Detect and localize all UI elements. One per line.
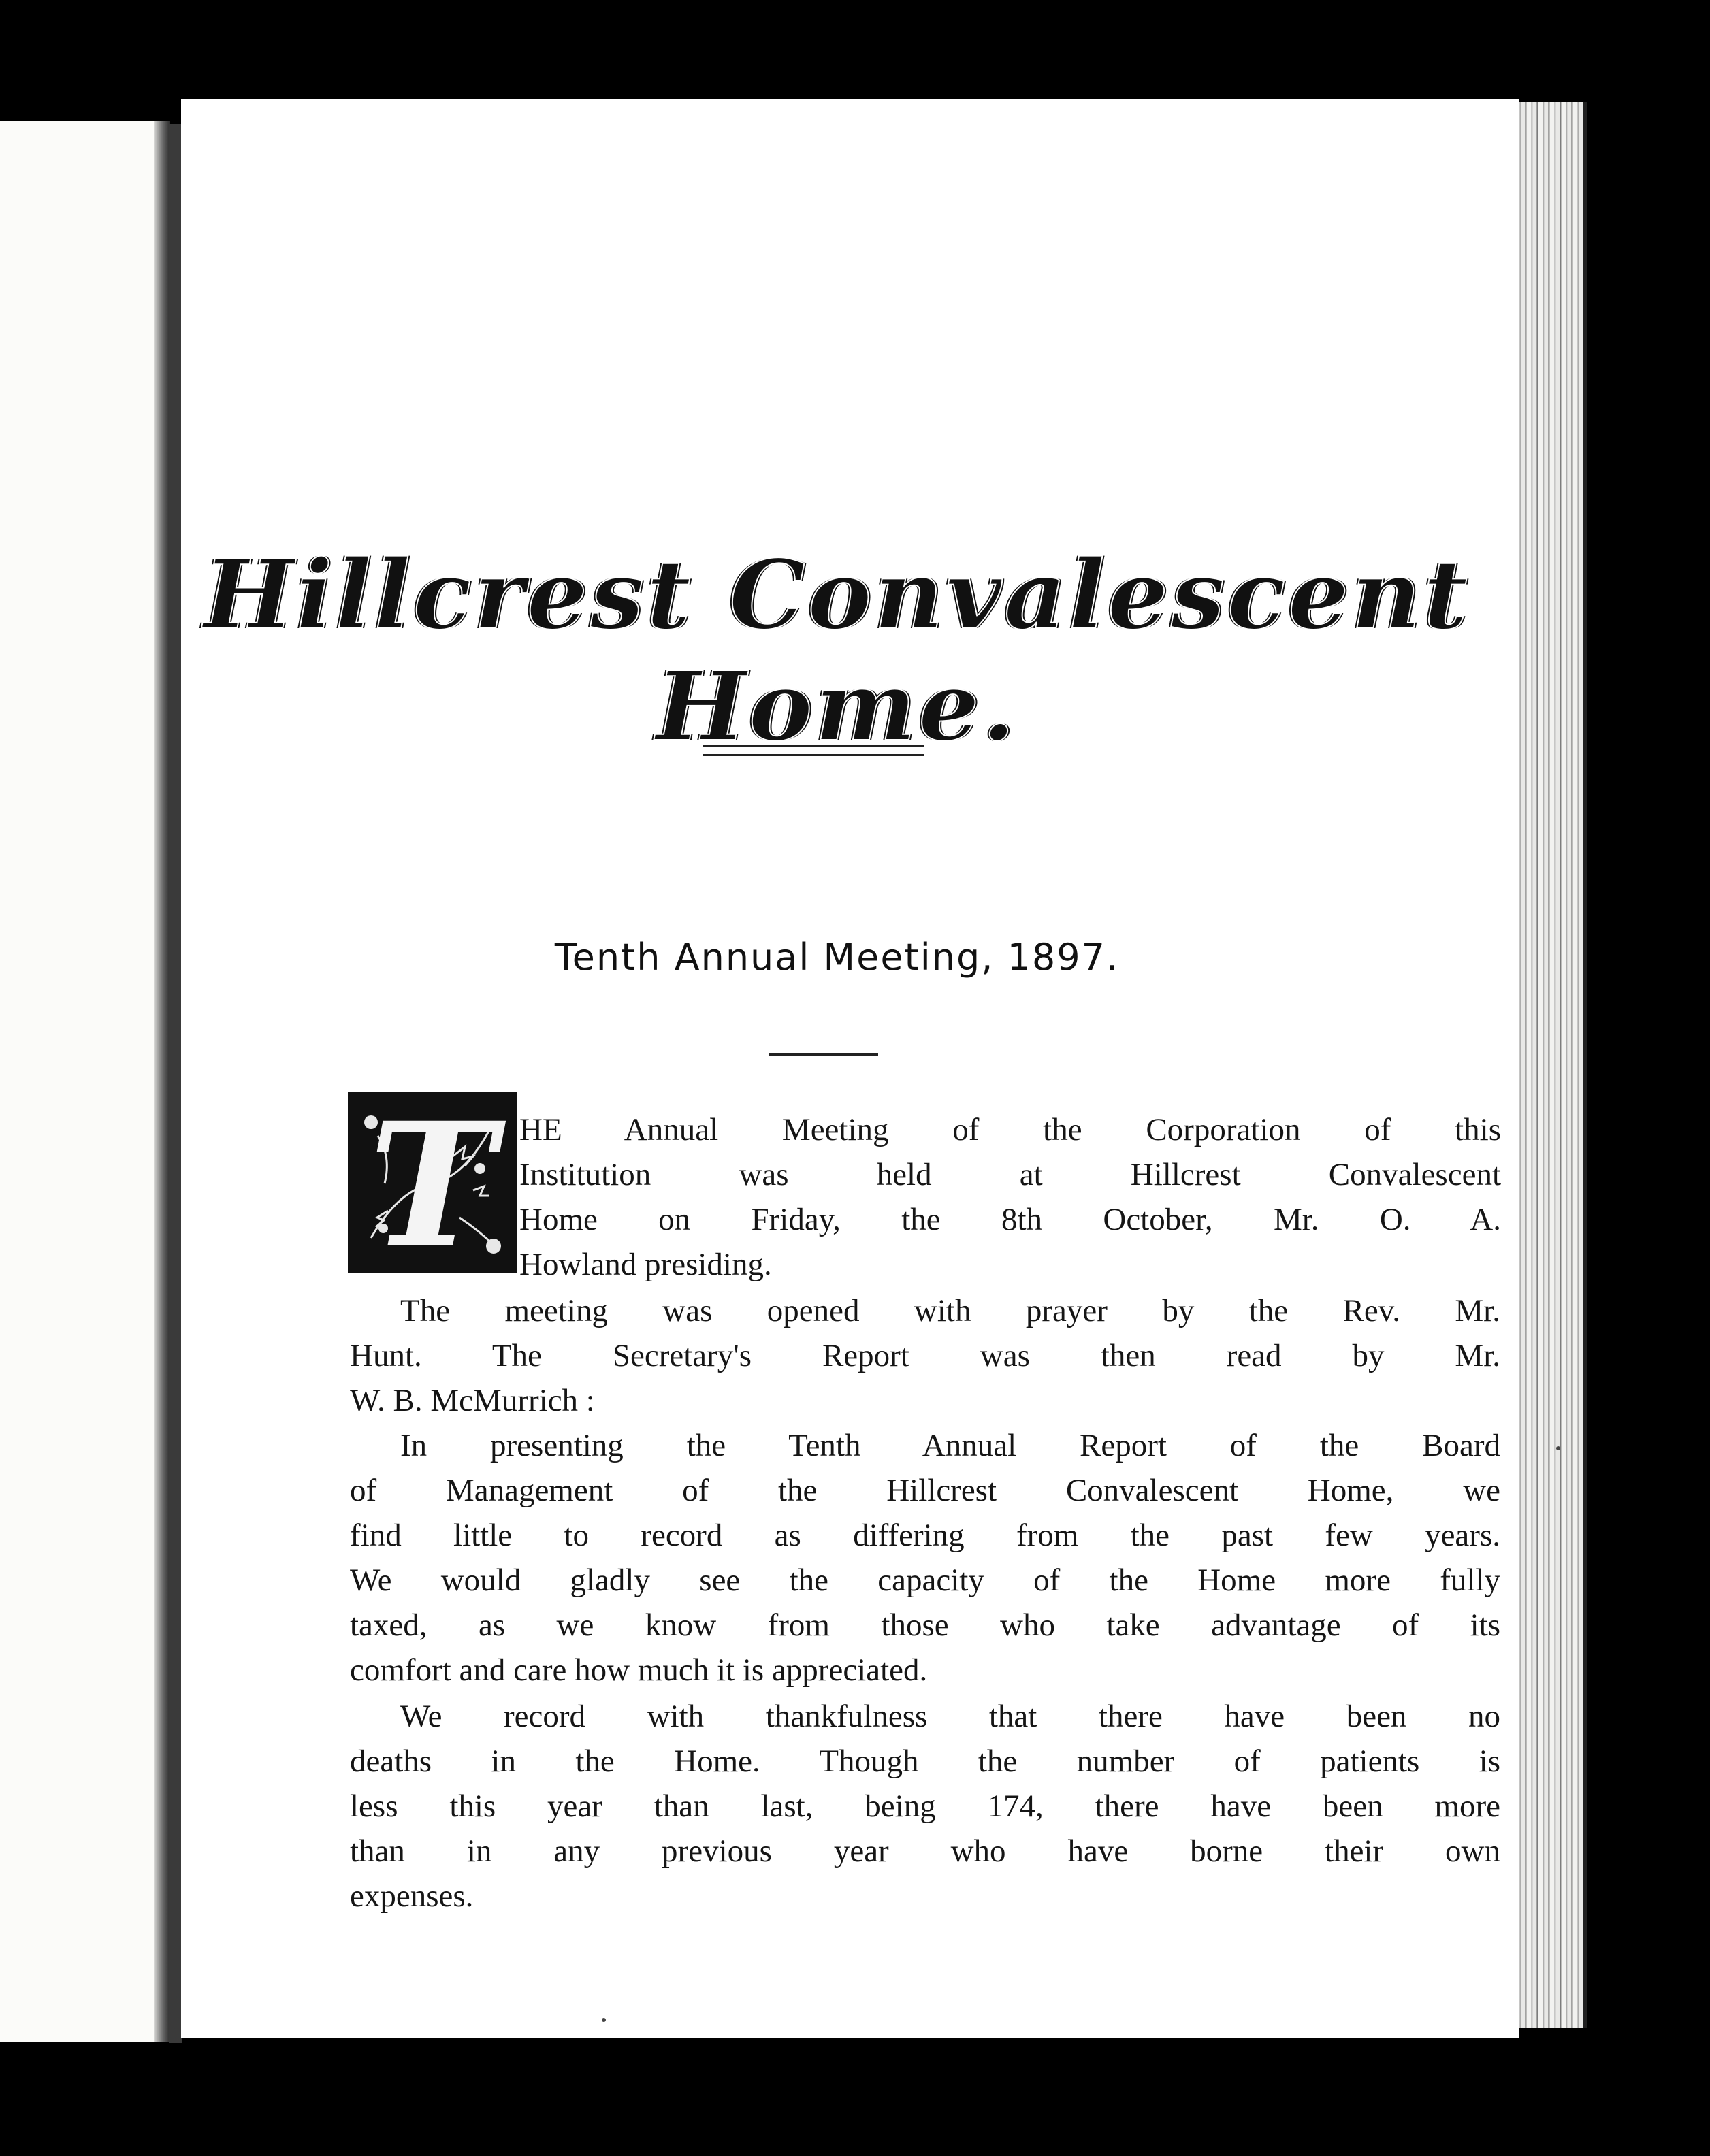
scan-speck [1556,1446,1560,1450]
text-line: than in any previous year who have borne their own [350,1833,1500,1869]
text-line: expenses. [350,1878,474,1914]
text-line: Home on Friday, the 8th October, Mr. O. A. [519,1202,1501,1237]
facing-page-edge [154,121,170,2042]
short-rule-divider [769,1053,878,1056]
paragraph-2 [350,1288,1500,1423]
drop-cap-letter: T [368,1092,496,1273]
document-page [181,99,1519,2038]
text-line: taxed, as we know from those who take advantage of its [350,1607,1500,1643]
paragraph-4 [350,1694,1500,1918]
book-gutter [169,124,182,2043]
text-line: The meeting was opened with prayer by the Rev. Mr. [400,1293,1500,1328]
page-edges [1515,102,1587,2028]
text-line: Hunt. The Secretary's Report was then read by Mr. [350,1338,1500,1373]
text-line: find little to record as differing from the past few years. [350,1518,1500,1553]
paragraph-3 [350,1423,1500,1693]
document-title: Hillcrest Convalescent Home. [204,540,1470,763]
text-line: W. B. McMurrich : [350,1383,595,1418]
text-line: In presenting the Tenth Annual Report of the Board [400,1428,1500,1463]
text-line: less this year than last, being 174, there have been more [350,1788,1500,1824]
paragraph-1 [519,1107,1501,1287]
text-line: Howland presiding. [519,1247,772,1282]
text-line: of Management of the Hillcrest Convalescent Home, we [350,1473,1500,1508]
double-rule-divider [703,745,924,756]
document-subtitle: Tenth Annual Meeting, 1897. [554,936,1120,979]
text-line: We record with thankfulness that there have been no [400,1699,1500,1734]
text-line: deaths in the Home. Though the number of patients is [350,1744,1500,1779]
text-line: HE Annual Meeting of the Corporation of this [519,1112,1501,1147]
text-line: We would gladly see the capacity of the Home more fully [350,1563,1500,1598]
ornamental-drop-cap [348,1092,517,1273]
facing-page [0,121,162,2042]
text-line: comfort and care how much it is appreciated. [350,1652,928,1688]
scan-speck [602,2018,606,2022]
text-line: Institution was held at Hillcrest Convalescent [519,1157,1501,1192]
